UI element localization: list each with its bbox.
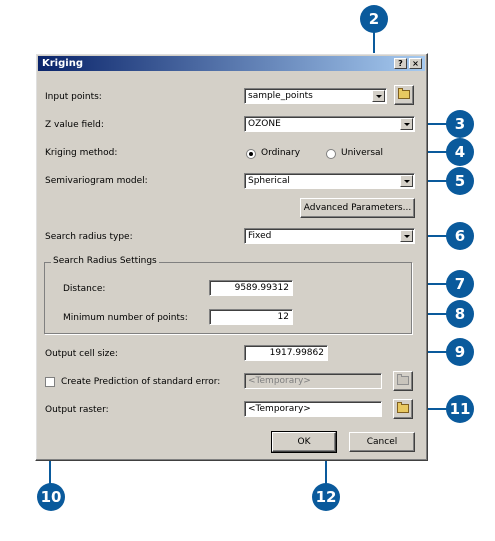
callout-2: 2: [360, 5, 388, 33]
output-raster-browse-button[interactable]: [393, 399, 413, 419]
close-button[interactable]: ×: [409, 58, 422, 69]
advanced-parameters-button[interactable]: Advanced Parameters...: [300, 198, 415, 218]
cell-size-label: Output cell size:: [45, 349, 118, 359]
z-value-combo[interactable]: [244, 116, 415, 132]
semivariogram-label: Semivariogram model:: [45, 176, 148, 186]
callout-11: 11: [446, 395, 474, 423]
chevron-down-icon[interactable]: [400, 175, 413, 187]
semivariogram-combo[interactable]: [244, 173, 415, 189]
semivariogram-value: Spherical: [248, 176, 290, 186]
callout-12: 12: [312, 483, 340, 511]
output-raster-input[interactable]: <Temporary>: [244, 401, 382, 417]
input-points-combo[interactable]: [244, 88, 387, 104]
callout-8: 8: [446, 300, 474, 328]
dialog-title: Kriging: [42, 58, 83, 69]
cancel-button[interactable]: Cancel: [349, 432, 415, 452]
callout-4: 4: [446, 138, 474, 166]
min-points-input[interactable]: 12: [209, 309, 293, 325]
kriging-dialog: [35, 53, 428, 461]
prediction-browse-button[interactable]: [393, 371, 413, 391]
input-points-value: sample_points: [248, 91, 313, 101]
search-radius-type-combo[interactable]: [244, 228, 415, 244]
prediction-output-input[interactable]: <Temporary>: [244, 373, 382, 389]
callout-3: 3: [446, 110, 474, 138]
min-points-label: Minimum number of points:: [63, 313, 188, 323]
callout-5: 5: [446, 167, 474, 195]
folder-icon: [398, 90, 410, 99]
z-value-value: OZONE: [248, 119, 281, 129]
z-value-label: Z value field:: [45, 120, 104, 130]
distance-input[interactable]: 9589.99312: [209, 280, 293, 296]
search-radius-type-value: Fixed: [248, 231, 272, 241]
callout-7: 7: [446, 270, 474, 298]
folder-icon: [397, 376, 409, 385]
input-points-label: Input points:: [45, 92, 102, 102]
search-radius-settings-group: [44, 256, 412, 334]
ok-button[interactable]: OK: [272, 432, 336, 452]
help-button[interactable]: ?: [394, 58, 407, 69]
universal-radio[interactable]: [326, 149, 336, 159]
callout-9: 9: [446, 338, 474, 366]
cell-size-input[interactable]: 1917.99862: [244, 345, 328, 361]
callout-6: 6: [446, 222, 474, 250]
input-points-browse-button[interactable]: [394, 85, 414, 105]
create-prediction-checkbox[interactable]: [45, 377, 55, 387]
create-prediction-label[interactable]: Create Prediction of standard error:: [61, 377, 221, 387]
group-title: Search Radius Settings: [53, 256, 157, 266]
ordinary-label[interactable]: Ordinary: [261, 148, 301, 158]
output-raster-label: Output raster:: [45, 405, 109, 415]
universal-label[interactable]: Universal: [341, 148, 384, 158]
distance-label: Distance:: [63, 284, 106, 294]
folder-icon: [397, 404, 409, 413]
chevron-down-icon[interactable]: [400, 230, 413, 242]
title-bar: [38, 56, 425, 71]
chevron-down-icon[interactable]: [372, 90, 385, 102]
chevron-down-icon[interactable]: [400, 118, 413, 130]
search-radius-type-label: Search radius type:: [45, 232, 133, 242]
kriging-method-label: Kriging method:: [45, 148, 118, 158]
ordinary-radio[interactable]: [246, 149, 256, 159]
callout-10: 10: [37, 483, 65, 511]
